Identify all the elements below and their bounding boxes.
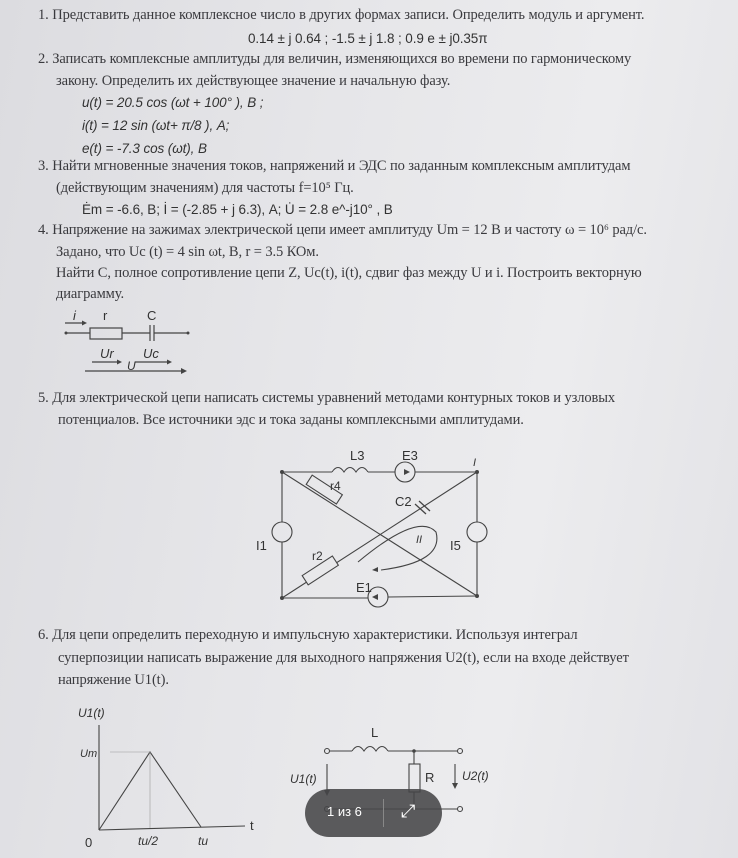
graph-end: tu — [198, 834, 209, 848]
graph-ylabel: U1(t) — [78, 706, 105, 720]
label-C: C — [147, 308, 157, 323]
task-1-text: 1. Представить данное комплексное число в других формах записи. Определить модуль и аргумент. — [38, 7, 645, 23]
label-E1: E1 — [356, 580, 372, 595]
label-L: L — [371, 725, 379, 740]
label-Ur: Ur — [100, 346, 114, 361]
divider — [383, 799, 384, 827]
label-r: r — [103, 308, 108, 323]
task-2-text-2: закону. Определить их действующее значение и начальную фазу. — [56, 73, 451, 89]
label-r4: r4 — [330, 479, 341, 493]
label-C2: C2 — [395, 494, 412, 509]
label-U1: U1(t) — [290, 772, 317, 786]
task-2-formula-i: i(t) = 12 sin (ωt+ π/8 ), А; — [82, 118, 230, 133]
task-4-text-3: Найти С, полное сопротивление цепи Z, Uc(t), i(t), сдвиг фаз между U и i. Построить векторную — [56, 265, 642, 281]
task-4-text-2: Задано, что Uc (t) = 4 sin ωt, В, r = 3.5 КОм. — [56, 244, 319, 260]
label-I1: I1 — [256, 538, 267, 553]
label-E3: E3 — [402, 448, 418, 463]
task-2-formula-u: u(t) = 20.5 cos (ωt + 100° ), В ; — [82, 95, 264, 110]
label-i: i — [73, 308, 76, 323]
label-R: R — [425, 770, 435, 785]
label-I5: I5 — [450, 538, 461, 553]
task-3-formula: Ėm = -6.6, В; İ = (-2.85 + j 6.3), А; U̇ = 2.8 e^-j10° , В — [82, 202, 393, 217]
viewer-page-control — [305, 789, 442, 837]
label-loop: II — [416, 534, 423, 546]
task-2-formula-e: e(t) = -7.3 cos (ωt), В — [82, 141, 207, 156]
task-6-text-3: напряжение U1(t). — [58, 672, 169, 688]
graph-origin: 0 — [85, 835, 93, 850]
graph-xlabel: t — [250, 818, 254, 833]
task-6-text-2: суперпозиции написать выражение для выходного напряжения U2(t), если на входе действует — [58, 650, 629, 666]
label-node: I — [473, 457, 477, 469]
task-1-formula: 0.14 ± j 0.64 ; -1.5 ± j 1.8 ; 0.9 e ± j0.35π — [248, 31, 488, 46]
graph-ymax: Um — [80, 748, 98, 760]
task-4-circuit — [40, 300, 220, 390]
label-r2: r2 — [312, 549, 323, 563]
task-5-text-2: потенциалов. Все источники эдс и тока заданы комплексными амплитудами. — [58, 412, 524, 428]
graph-mid: tu/2 — [138, 834, 159, 848]
task-5-text: 5. Для электрической цепи написать системы уравнений методами контурных токов и узловых — [38, 390, 616, 406]
task-6-graph — [60, 695, 260, 855]
label-U: U — [127, 359, 136, 373]
task-4-text-4: диаграмму. — [56, 286, 124, 302]
label-L3: L3 — [350, 448, 365, 463]
task-3-text: 3. Найти мгновенные значения токов, напряжений и ЭДС по заданным комплексным амплитудам — [38, 158, 631, 174]
task-4-text: 4. Напряжение на зажимах электрической цепи имеет амплитуду Um = 12 В и частоту ω = 10⁶ рад/с. — [38, 222, 647, 238]
task-2-text: 2. Записать комплексные амплитуды для величин, изменяющихся во времени по гармоническому — [38, 51, 632, 67]
expand-icon[interactable]: ⤢ — [401, 801, 416, 822]
label-Uc: Uc — [143, 346, 159, 361]
task-5-circuit — [250, 440, 510, 615]
label-U2: U2(t) — [462, 769, 489, 783]
task-6-text: 6. Для цепи определить переходную и импульсную характеристики. Используя интеграл — [38, 627, 578, 643]
page-indicator: 1 из 6 — [327, 804, 362, 819]
task-3-text-2: (действующим значениям) для частоты f=10⁵ Гц. — [56, 180, 354, 196]
